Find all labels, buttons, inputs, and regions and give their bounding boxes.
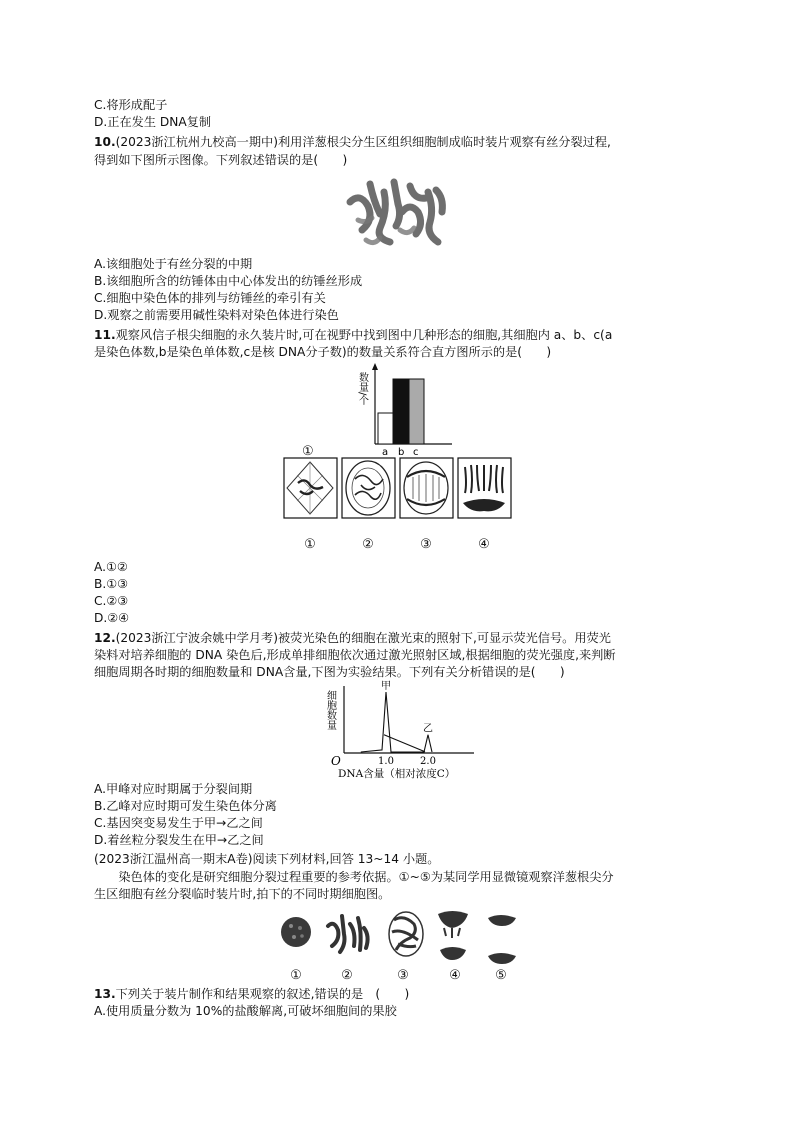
bar-label-a: a <box>382 447 389 458</box>
bar-chart-ylabel: 数量/个 <box>356 372 368 406</box>
q13-number: 13. <box>94 987 116 1001</box>
peak-label-yi: 乙 <box>423 723 433 735</box>
bar-c <box>409 379 424 444</box>
material-intro: (2023浙江温州高一期末A卷)阅读下列材料,回答 13~14 小题。 <box>94 852 440 866</box>
q13-cell-label-4: ④ <box>449 968 461 983</box>
q11-cell-4 <box>458 458 511 518</box>
q11-cell-label-4: ④ <box>478 537 490 552</box>
q13-cell-3 <box>389 912 423 956</box>
q10-stem-line1 <box>94 134 611 150</box>
q11-number: 11. <box>94 328 116 342</box>
q11-option-d: D.②④ <box>94 611 130 625</box>
q12-option-c: C.基因突变易发生于甲→乙之间 <box>94 816 263 830</box>
q9-option-c: C.将形成配子 <box>94 98 168 112</box>
q13-option-a: A.使用质量分数为 10%的盐酸解离,可破坏细胞间的果胶 <box>94 1004 397 1018</box>
q12-number: 12. <box>94 631 116 645</box>
q10-option-b: B.该细胞所含的纺锤体由中心体发出的纺锤丝形成 <box>94 274 363 288</box>
q13-cell-1 <box>281 917 311 947</box>
q11-cell-label-3: ③ <box>420 537 432 552</box>
q11-cell-images <box>283 444 513 520</box>
bar-a <box>378 413 393 444</box>
bar-b <box>393 379 409 444</box>
q11-stem-line2: 是染色体数,b是染色单体数,c是核 DNA分子数)的数量关系符合直方图所示的是( ) <box>94 345 552 359</box>
q12-stem-line1 <box>94 630 611 646</box>
material-text-line2: 生区细胞有丝分裂临时装片时,拍下的不同时期细胞图。 <box>94 887 391 901</box>
q10-cell-micrograph <box>340 172 455 252</box>
q12-option-b: B.乙峰对应时期可发生染色体分离 <box>94 799 277 813</box>
q11-option-a: A.①② <box>94 560 128 574</box>
chart-origin: O <box>331 754 341 768</box>
q12-stem-text: (2023浙江宁波余姚中学月考)被荧光染色的细胞在激光束的照射下,可显示荧光信号。用荧光 <box>115 631 611 645</box>
chart-ylabel: 细胞数量 <box>324 690 336 730</box>
q13-stem <box>94 986 409 1002</box>
q11-stem-line1 <box>94 327 612 343</box>
q11-label-1: ① <box>302 444 314 459</box>
chart-x-tick-1: 1.0 <box>378 756 394 767</box>
q12-option-d: D.着丝粒分裂发生在甲→乙之间 <box>94 833 264 847</box>
q11-cell-3 <box>400 458 453 518</box>
chart-x-tick-2: 2.0 <box>420 756 436 767</box>
bar-label-b: b <box>398 447 405 458</box>
q11-cell-label-1: ① <box>304 537 316 552</box>
chart-xlabel: DNA含量（相对浓度C） <box>338 768 456 780</box>
q10-stem-line2: 得到如下图所示图像。下列叙述错误的是( ) <box>94 153 348 167</box>
q11-cell-2 <box>342 458 395 518</box>
q11-cell-label-2: ② <box>362 537 374 552</box>
q13-cell-4 <box>438 911 468 960</box>
q13-stem-text: 下列关于装片制作和结果观察的叙述,错误的是 ( ) <box>115 987 410 1001</box>
material-text-line1: 染色体的变化是研究细胞分裂过程重要的参考依据。①~⑤为某同学用显微镜观察洋葱根尖分 <box>94 870 614 884</box>
q13-cell-5 <box>488 915 516 964</box>
q11-bar-chart <box>340 362 460 457</box>
q13-cell-label-5: ⑤ <box>495 968 507 983</box>
q11-option-b: B.①③ <box>94 577 129 591</box>
q13-cell-micrographs <box>280 906 520 968</box>
peak-label-jia: 甲 <box>381 681 391 692</box>
q10-stem-text: (2023浙江杭州九校高一期中)利用洋葱根尖分生区组织细胞制成临时装片观察有丝分裂过程, <box>115 135 611 149</box>
q12-stem-line2: 染料对培养细胞的 DNA 染色后,形成单排细胞依次通过激光照射区域,根据细胞的荧光强度,来判断 <box>94 648 616 662</box>
q10-number: 10. <box>94 135 116 149</box>
bar-label-c: c <box>413 447 419 458</box>
chart-series-line <box>361 692 432 752</box>
q12-option-a: A.甲峰对应时期属于分裂间期 <box>94 782 253 796</box>
q10-option-c: C.细胞中染色体的排列与纺锤丝的牵引有关 <box>94 291 326 305</box>
q9-option-d: D.正在发生 DNA复制 <box>94 115 212 129</box>
q11-option-c: C.②③ <box>94 594 129 608</box>
q13-cell-2 <box>328 916 368 952</box>
q13-cell-label-2: ② <box>341 968 353 983</box>
q11-cell-1 <box>284 458 337 518</box>
q12-dna-content-chart <box>324 681 478 782</box>
q10-option-a: A.该细胞处于有丝分裂的中期 <box>94 257 253 271</box>
q10-option-d: D.观察之前需要用碱性染料对染色体进行染色 <box>94 308 339 322</box>
q13-cell-label-3: ③ <box>397 968 409 983</box>
q13-cell-label-1: ① <box>290 968 302 983</box>
q12-stem-line3: 细胞周期各时期的细胞数量和 DNA含量,下图为实验结果。下列有关分析错误的是( ) <box>94 665 565 679</box>
q11-stem-text: 观察风信子根尖细胞的永久装片时,可在视野中找到图中几种形态的细胞,其细胞内 a、b、c(a <box>115 328 613 342</box>
